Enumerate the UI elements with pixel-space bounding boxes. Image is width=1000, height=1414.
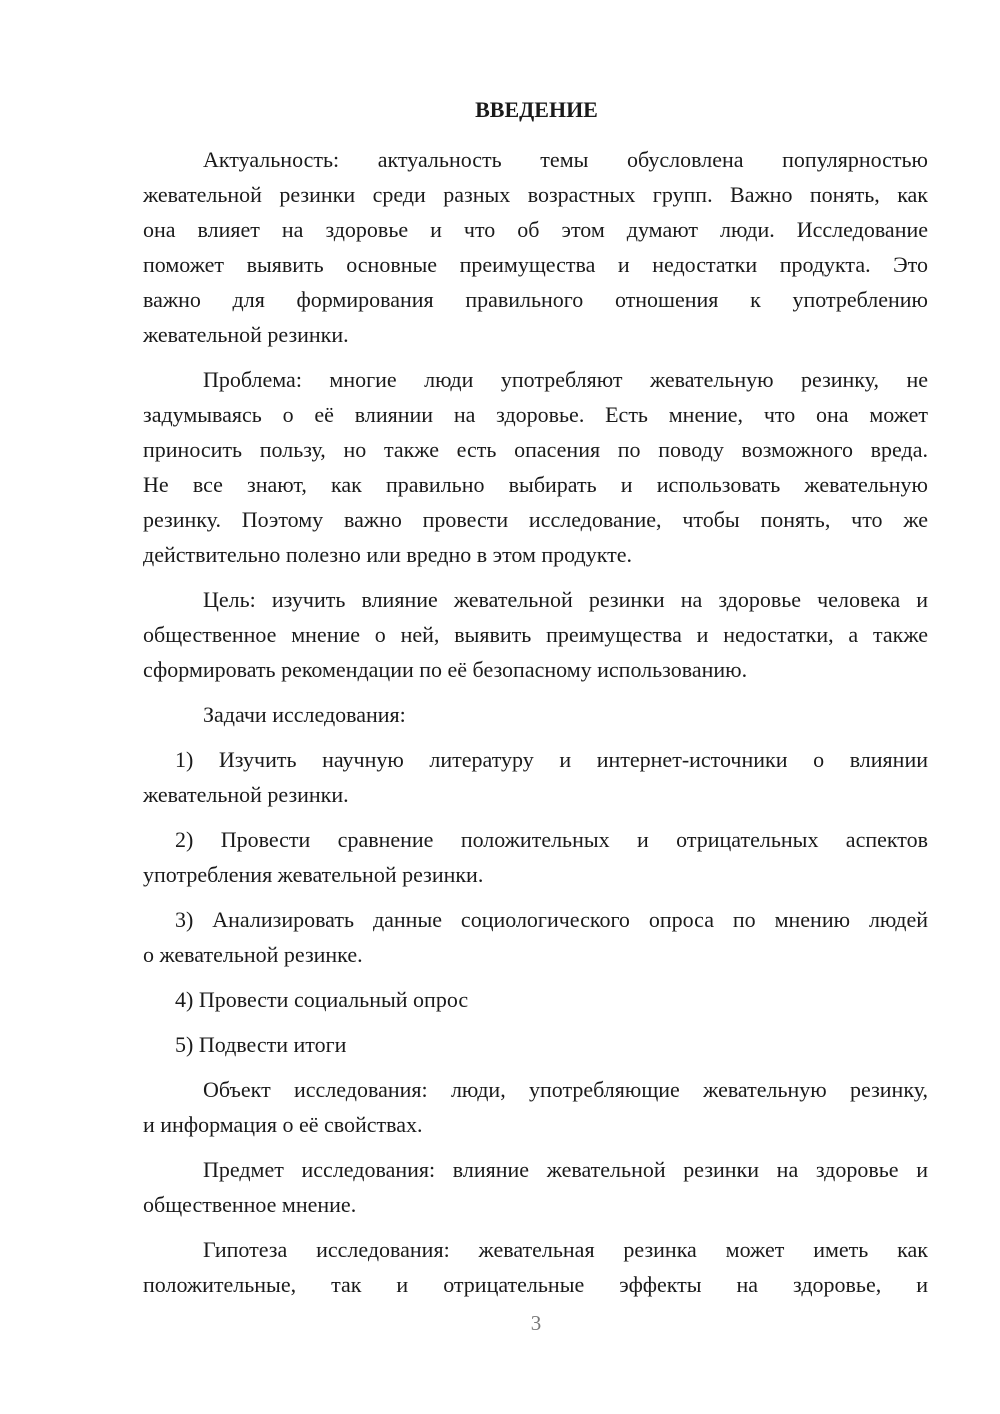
text-line: приносить пользу, но также есть опасения по поводу возможного вреда. [143, 437, 928, 462]
relevance-paragraph [143, 142, 928, 352]
text-line: положительные, так и отрицательные эффекты на здоровье, и [143, 1272, 928, 1297]
page-number: 3 [530, 1311, 542, 1335]
text-line: 2) Провести сравнение положительных и отрицательных аспектов [175, 827, 928, 852]
text-line: поможет выявить основные преимущества и недостатки продукта. Это [143, 252, 928, 277]
text-line: и информация о её свойствах. [143, 1112, 423, 1137]
text-line: жевательной резинки. [143, 782, 349, 807]
text-line: действительно полезно или вредно в этом продукте. [143, 542, 633, 567]
object-paragraph [143, 1072, 928, 1142]
hypothesis-paragraph [143, 1232, 928, 1302]
text-line: употребления жевательной резинки. [143, 862, 484, 887]
text-line: о жевательной резинке. [143, 942, 363, 967]
text-line: сформировать рекомендации по её безопасному использованию. [143, 657, 748, 682]
text-line: задумываясь о её влиянии на здоровье. Есть мнение, что она может [143, 402, 928, 427]
text-line: Актуальность: актуальность темы обусловлена популярностью [203, 147, 928, 172]
text-line: жевательной резинки. [143, 322, 349, 347]
text-line: Задачи исследования: [203, 702, 406, 727]
task-item [143, 742, 928, 812]
text-line: Не все знают, как правильно выбирать и использовать жевательную [143, 472, 928, 497]
text-line: Объект исследования: люди, употребляющие жевательную резинку, [203, 1077, 928, 1102]
tasks-heading [143, 697, 928, 732]
text-line: 1) Изучить научную литературу и интернет-источники о влиянии [175, 747, 928, 772]
text-line: Проблема: многие люди употребляют жевательную резинку, не [203, 367, 928, 392]
text-line: Предмет исследования: влияние жевательной резинки на здоровье и [203, 1157, 928, 1182]
text-line: она влияет на здоровье и что об этом думают люди. Исследование [143, 217, 928, 242]
problem-paragraph [143, 362, 928, 572]
text-line: общественное мнение о ней, выявить преимущества и недостатки, а также [143, 622, 928, 647]
text-line: резинку. Поэтому важно провести исследование, чтобы понять, что же [143, 507, 928, 532]
text-line: важно для формирования правильного отношения к употреблению [143, 287, 928, 312]
text-line: 4) Провести социальный опрос [175, 987, 469, 1012]
task-item [143, 1027, 928, 1062]
text-line: 3) Анализировать данные социологического опроса по мнению людей [175, 907, 928, 932]
text-line: 5) Подвести итоги [175, 1032, 347, 1057]
task-item [143, 902, 928, 972]
task-item [143, 822, 928, 892]
text-line: Гипотеза исследования: жевательная резинка может иметь как [203, 1237, 928, 1262]
task-item [143, 982, 928, 1017]
section-title: ВВЕДЕНИЕ [475, 97, 598, 122]
document-page [143, 92, 928, 1312]
subject-paragraph [143, 1152, 928, 1222]
text-line: жевательной резинки среди разных возрастных групп. Важно понять, как [143, 182, 928, 207]
text-line: общественное мнение. [143, 1192, 357, 1217]
text-line: Цель: изучить влияние жевательной резинки на здоровье человека и [203, 587, 928, 612]
goal-paragraph [143, 582, 928, 687]
